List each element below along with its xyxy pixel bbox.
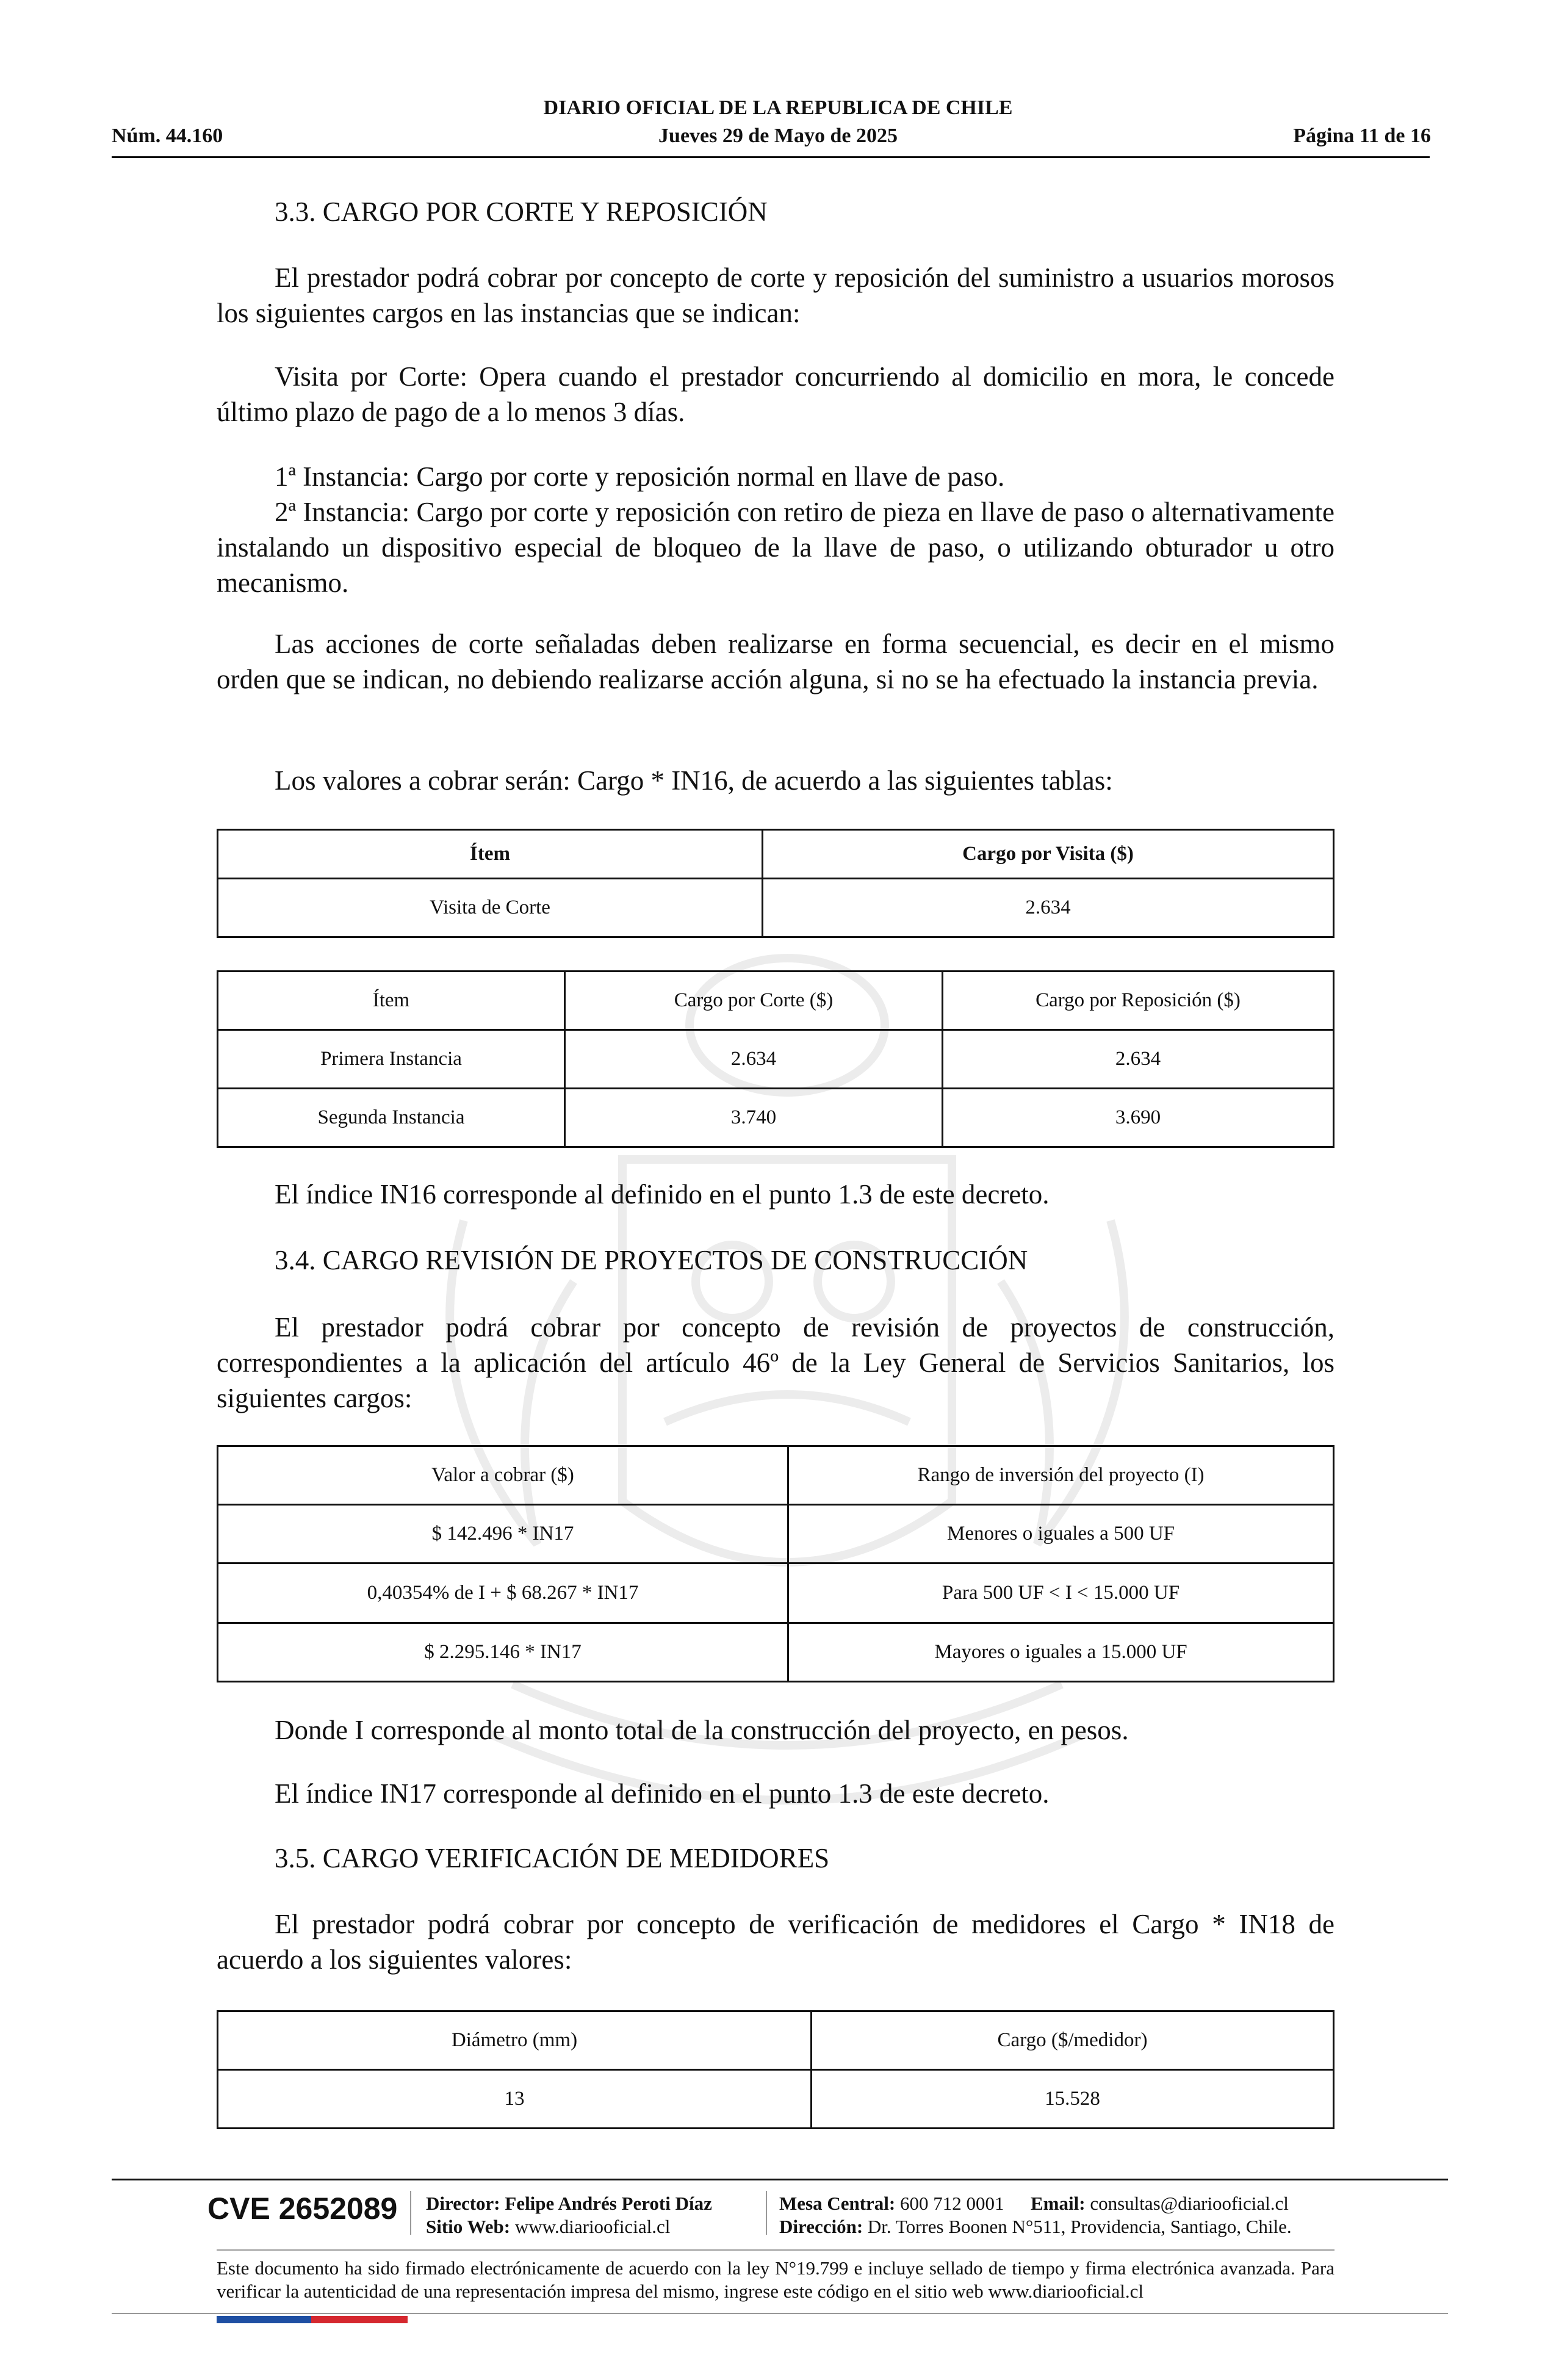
paragraph: El prestador podrá cobrar por concepto de revisión de proyectos de construcción, correspondientes a la aplicación del artículo 46º de la Ley General de Servicios Sanitarios, los siguientes cargos: — [217, 1312, 1334, 1413]
website-link[interactable]: www.diariooficial.cl — [514, 2216, 671, 2237]
paragraph: 2ª Instancia: Cargo por corte y reposición con retiro de pieza en llave de paso o alternativamente instalando un dispositivo especial de bloqueo de la llave de paso, o utilizando obturador u otro mecanismo. — [217, 497, 1334, 598]
visit-charge-table — [217, 829, 1334, 938]
paragraph: Donde I corresponde al monto total de la construcción del proyecto, en pesos. — [275, 1715, 1129, 1745]
table-row — [218, 1030, 1334, 1089]
table-cell: 2.634 — [943, 1030, 1334, 1089]
construction-review-table — [217, 1445, 1334, 1682]
mesa-label: Mesa Central: — [779, 2193, 896, 2214]
table-cell: 2.634 — [763, 879, 1334, 937]
footer-director — [426, 2192, 712, 2215]
table-row — [218, 2070, 1334, 2129]
table-header: Diámetro (mm) — [218, 2011, 812, 2070]
table-cell: $ 2.295.146 * IN17 — [218, 1623, 788, 1682]
flag-stripe-red — [311, 2316, 408, 2323]
footer-divider — [112, 2179, 1448, 2180]
legal-notice: Este documento ha sido firmado electrónicamente de acuerdo con la ley N°19.799 e incluye sellado de tiempo y firma electrónica avanzada. Para verificar la autenticidad de una representación impresa del mismo, ingrese este código en el sitio web www.diariooficial.cl — [217, 2257, 1334, 2302]
page-number: Página 11 de 16 — [1293, 124, 1431, 147]
table-header: Cargo por Corte ($) — [565, 972, 943, 1030]
table-row — [218, 1505, 1334, 1563]
table-row — [218, 1563, 1334, 1623]
director-label: Director: — [426, 2193, 500, 2214]
footer-separator — [410, 2191, 411, 2235]
flag-stripe-blue — [217, 2316, 311, 2323]
address-label: Dirección: — [779, 2216, 863, 2237]
footer-address — [779, 2215, 1292, 2238]
paragraph: Visita por Corte: Opera cuando el prestador concurriendo al domicilio en mora, le concede último plazo de pago de a lo menos 3 días. — [217, 361, 1334, 427]
table-cell: 0,40354% de I + $ 68.267 * IN17 — [218, 1563, 788, 1623]
footer-separator — [766, 2191, 767, 2235]
paragraph: Los valores a cobrar serán: Cargo * IN16, de acuerdo a las siguientes tablas: — [275, 765, 1113, 796]
header-divider — [112, 156, 1430, 158]
mesa-phone: 600 712 0001 — [900, 2193, 1004, 2214]
table-header: Cargo por Visita ($) — [763, 830, 1334, 879]
table-cell: 3.690 — [943, 1089, 1334, 1147]
address-text: Dr. Torres Boonen N°511, Providencia, Santiago, Chile. — [867, 2216, 1292, 2237]
paragraph: El índice IN16 corresponde al definido en el punto 1.3 de este decreto. — [275, 1179, 1050, 1210]
paragraph: El índice IN17 corresponde al definido en el punto 1.3 de este decreto. — [275, 1778, 1050, 1809]
email-link[interactable]: consultas@diariooficial.cl — [1090, 2193, 1289, 2214]
website-label: Sitio Web: — [426, 2216, 511, 2237]
table-cell: Primera Instancia — [218, 1030, 565, 1089]
table-cell: 13 — [218, 2070, 812, 2129]
table-header: Ítem — [218, 972, 565, 1030]
table-cell: 3.740 — [565, 1089, 943, 1147]
cut-reposition-table — [217, 970, 1334, 1148]
section-heading-3-3: 3.3. CARGO POR CORTE Y REPOSICIÓN — [275, 197, 768, 227]
issue-date: Jueves 29 de Mayo de 2025 — [658, 124, 898, 147]
meter-verification-table — [217, 2010, 1334, 2129]
table-cell: Mayores o iguales a 15.000 UF — [788, 1623, 1334, 1682]
table-cell: 15.528 — [812, 2070, 1334, 2129]
paragraph: Las acciones de corte señaladas deben realizarse en forma secuencial, es decir en el mismo orden que se indican, no debiendo realizarse acción alguna, si no se ha efectuado la instancia previa. — [217, 629, 1334, 694]
table-header: Valor a cobrar ($) — [218, 1446, 788, 1505]
footer-divider — [217, 2249, 1334, 2251]
footer-divider — [112, 2313, 1448, 2314]
footer-contact — [779, 2192, 1289, 2215]
table-header: Ítem — [218, 830, 763, 879]
table-header: Rango de inversión del proyecto (I) — [788, 1446, 1334, 1505]
section-heading-3-4: 3.4. CARGO REVISIÓN DE PROYECTOS DE CONSTRUCCIÓN — [275, 1245, 1028, 1275]
cve-code: CVE 2652089 — [207, 2191, 398, 2226]
table-cell: Segunda Instancia — [218, 1089, 565, 1147]
table-cell: Menores o iguales a 500 UF — [788, 1505, 1334, 1563]
director-name: Felipe Andrés Peroti Díaz — [505, 2193, 712, 2214]
table-header: Cargo por Reposición ($) — [943, 972, 1334, 1030]
table-header: Cargo ($/medidor) — [812, 2011, 1334, 2070]
newspaper-title: DIARIO OFICIAL DE LA REPUBLICA DE CHILE — [543, 96, 1013, 119]
paragraph: El prestador podrá cobrar por concepto de corte y reposición del suministro a usuarios morosos los siguientes cargos en las instancias que se indican: — [217, 262, 1334, 328]
footer-website — [426, 2215, 670, 2238]
table-row — [218, 1623, 1334, 1682]
table-cell: 2.634 — [565, 1030, 943, 1089]
issue-number: Núm. 44.160 — [112, 124, 223, 147]
paragraph: El prestador podrá cobrar por concepto de verificación de medidores el Cargo * IN18 de acuerdo a los siguientes valores: — [217, 1909, 1334, 1975]
table-cell: Visita de Corte — [218, 879, 763, 937]
paragraph: 1ª Instancia: Cargo por corte y reposición normal en llave de paso. — [275, 461, 1005, 492]
table-cell: Para 500 UF < I < 15.000 UF — [788, 1563, 1334, 1623]
table-cell: $ 142.496 * IN17 — [218, 1505, 788, 1563]
email-label: Email: — [1031, 2193, 1086, 2214]
section-heading-3-5: 3.5. CARGO VERIFICACIÓN DE MEDIDORES — [275, 1843, 830, 1873]
table-row — [218, 1089, 1334, 1147]
